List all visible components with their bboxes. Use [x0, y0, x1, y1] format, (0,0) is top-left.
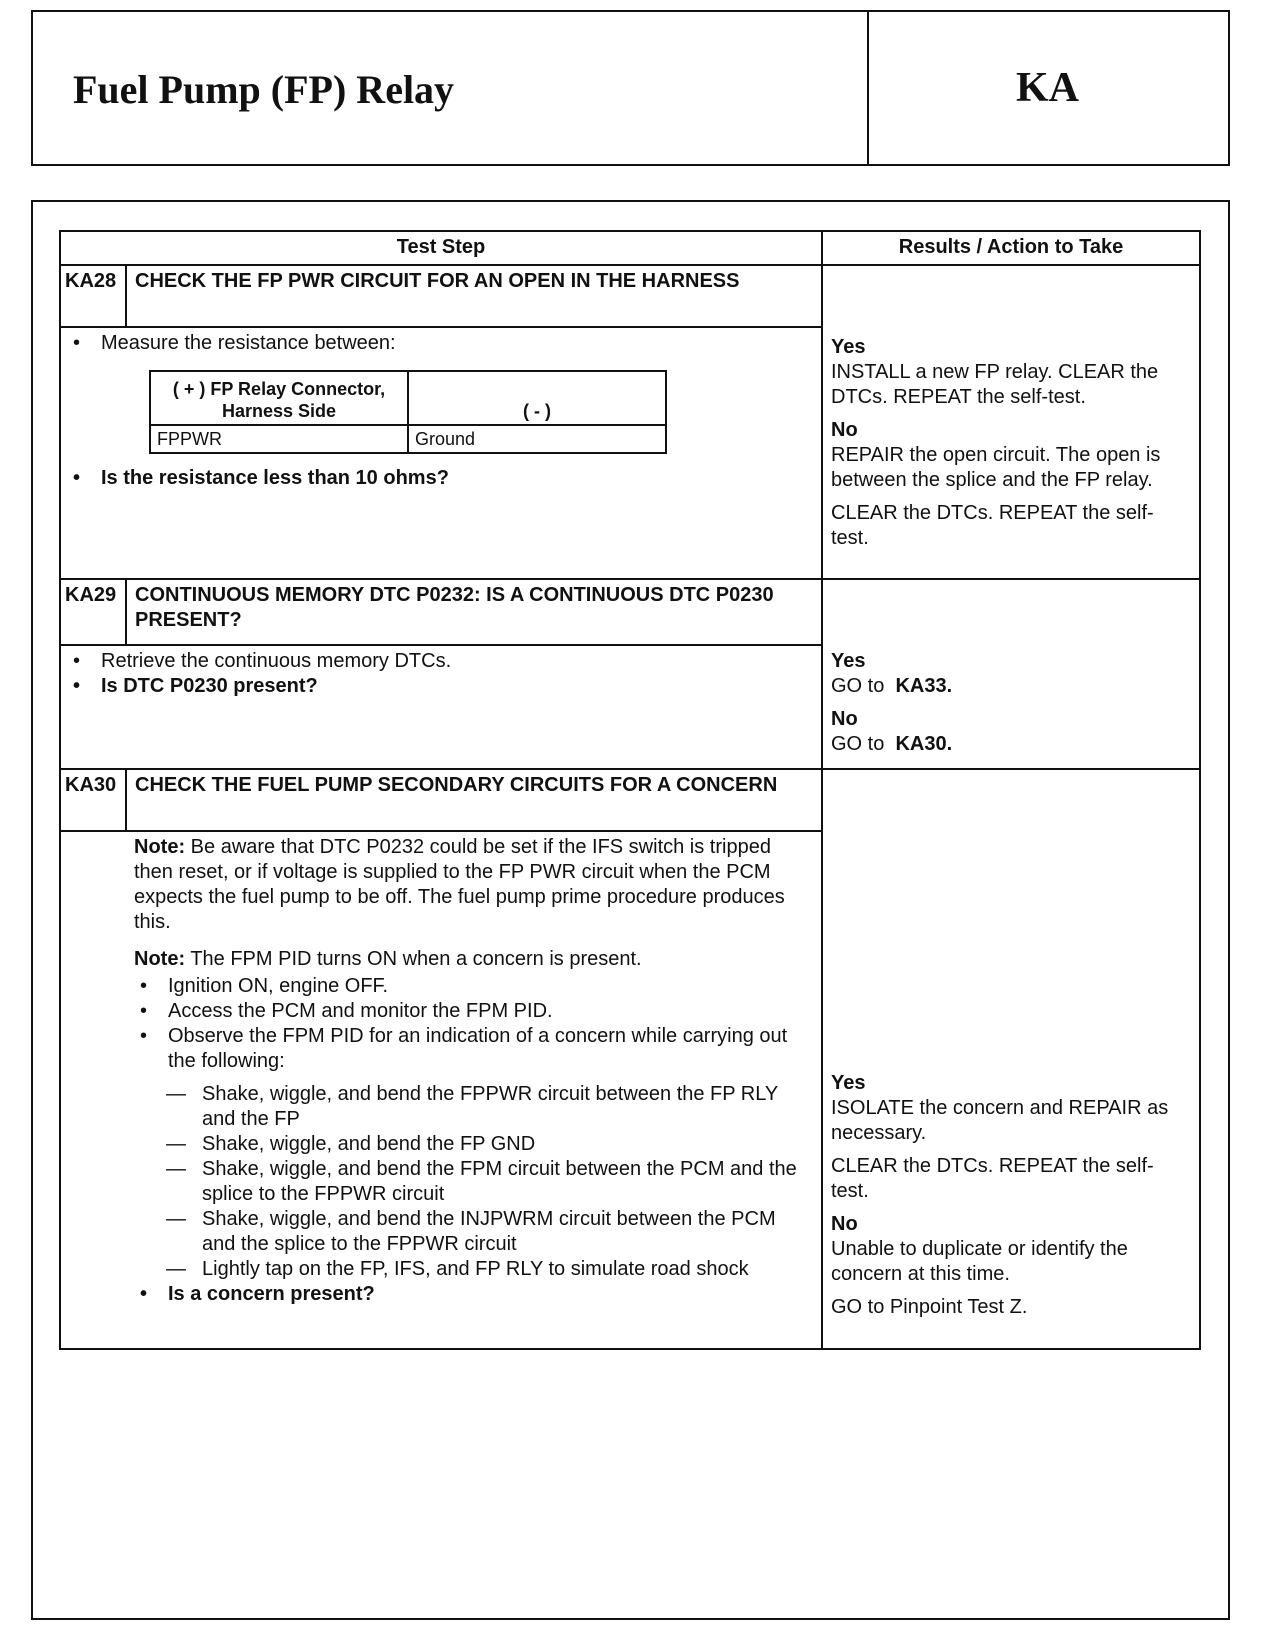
no-action: Unable to duplicate or identify the concern at this time.	[831, 1238, 1128, 1285]
step-title: CONTINUOUS MEMORY DTC P0232: IS A CONTINUOUS DTC P0230 PRESENT?	[126, 579, 822, 645]
measurement-table	[149, 370, 667, 454]
sub-instruction: — Shake, wiggle, and bend the INJPWRM circuit between the PCM and the splice to the FPPWR circuit	[202, 1207, 813, 1257]
note-text: Be aware that DTC P0232 could be set if the IFS switch is tripped then reset, or if voltage is supplied to the FP PWR circuit when the PCM expects the fuel pump to be off. The fuel pump prime procedure produces this.	[134, 836, 785, 933]
sub-instruction: — Shake, wiggle, and bend the FPPWR circuit between the FP RLY and the FP	[202, 1082, 813, 1132]
step-body	[60, 645, 822, 769]
no-action-2: CLEAR the DTCs. REPEAT the self-test.	[831, 502, 1154, 549]
note-label: Note:	[134, 948, 186, 970]
yes-label: Yes	[831, 650, 866, 672]
no-action-2: GO to Pinpoint Test Z.	[831, 1296, 1028, 1318]
instruction: • Ignition ON, engine OFF.	[168, 974, 813, 999]
no-label: No	[831, 419, 858, 441]
note-text: The FPM PID turns ON when a concern is present.	[190, 948, 642, 970]
no-label: No	[831, 1213, 858, 1235]
note-label: Note:	[134, 836, 186, 858]
sub-cell: FPPWR	[150, 425, 408, 453]
sub-instruction: — Shake, wiggle, and bend the FP GND	[202, 1132, 813, 1157]
instruction: • Retrieve the continuous memory DTCs.	[101, 649, 813, 674]
sub-instruction: — Lightly tap on the FP, IFS, and FP RLY to simulate road shock	[202, 1257, 813, 1282]
go-to: GO to	[831, 733, 885, 755]
instruction: • Measure the resistance between:	[101, 331, 813, 356]
step-body	[60, 327, 822, 579]
step-title: CHECK THE FP PWR CIRCUIT FOR AN OPEN IN THE HARNESS	[126, 265, 822, 327]
page-header	[31, 10, 1230, 166]
section-code: KA	[1016, 65, 1079, 111]
sub-header-plus: ( + ) FP Relay Connector, Harness Side	[150, 371, 408, 425]
step-title: CHECK THE FUEL PUMP SECONDARY CIRCUITS FOR A CONCERN	[126, 769, 822, 831]
page-title: Fuel Pump (FP) Relay	[73, 67, 455, 112]
no-label: No	[831, 708, 858, 730]
test-step-table	[59, 230, 1201, 1350]
step-result	[822, 579, 1200, 769]
yes-action: INSTALL a new FP relay. CLEAR the DTCs. REPEAT the self-test.	[831, 361, 1159, 408]
step-id: KA29	[60, 579, 126, 645]
instruction: • Observe the FPM PID for an indication of a concern while carrying out the following:	[168, 1024, 813, 1074]
sub-cell: Ground	[408, 425, 666, 453]
go-to: GO to	[831, 675, 885, 697]
step-result	[822, 769, 1200, 1349]
instruction: • Access the PCM and monitor the FPM PID.	[168, 999, 813, 1024]
no-action: REPAIR the open circuit. The open is between the splice and the FP relay.	[831, 444, 1161, 491]
step-id: KA28	[60, 265, 126, 327]
yes-label: Yes	[831, 336, 866, 358]
question: • Is the resistance less than 10 ohms?	[101, 466, 813, 491]
yes-action-2: CLEAR the DTCs. REPEAT the self-test.	[831, 1155, 1154, 1202]
step-body	[126, 831, 822, 1349]
step-result	[822, 265, 1200, 579]
sub-instruction: — Shake, wiggle, and bend the FPM circuit between the PCM and the splice to the FPPWR circuit	[202, 1157, 813, 1207]
goto-link[interactable]: KA33.	[895, 675, 953, 697]
step-id: KA30	[60, 769, 126, 831]
sub-header-minus: ( - )	[408, 371, 666, 425]
goto-link[interactable]: KA30.	[895, 733, 953, 755]
col-header-result: Results / Action to Take	[822, 231, 1200, 265]
question: • Is a concern present?	[168, 1282, 813, 1307]
yes-action: ISOLATE the concern and REPAIR as necessary.	[831, 1097, 1169, 1144]
col-header-step: Test Step	[60, 231, 822, 265]
yes-label: Yes	[831, 1072, 866, 1094]
question: • Is DTC P0230 present?	[101, 674, 813, 699]
